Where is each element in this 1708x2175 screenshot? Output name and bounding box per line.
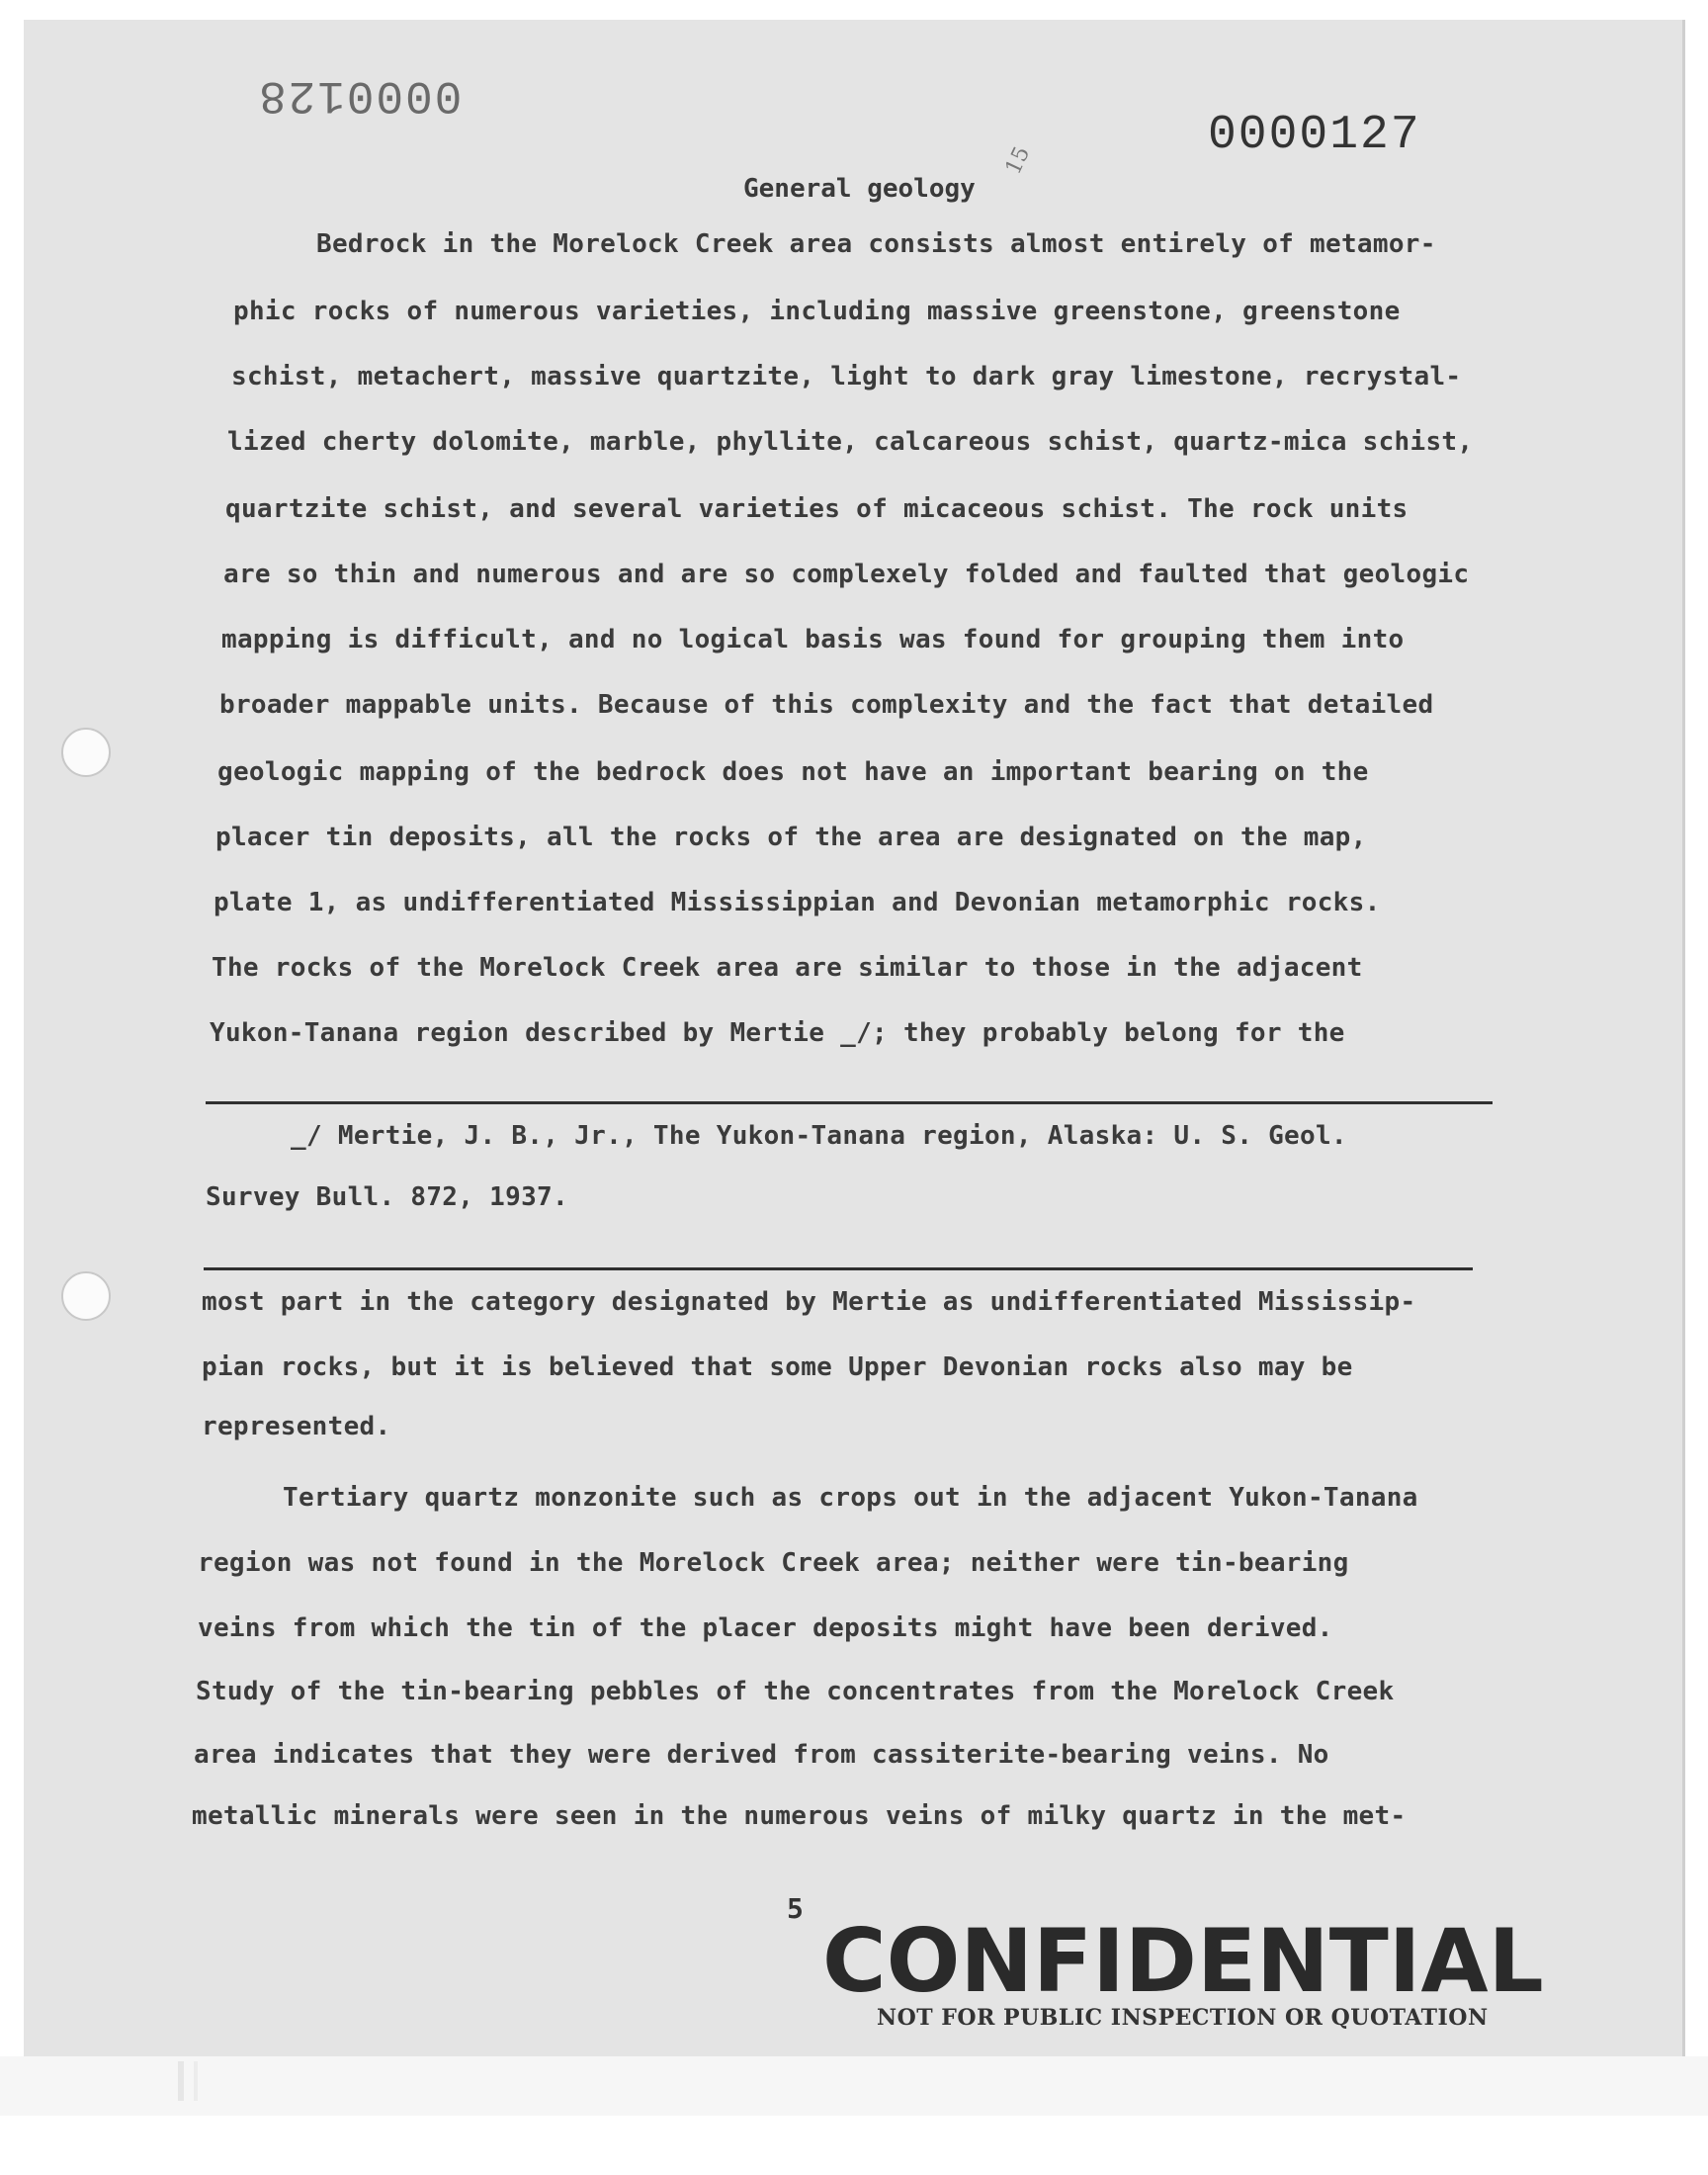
paragraph1-line: Yukon-Tanana region described by Mertie _/; they probably belong for the xyxy=(210,1018,1345,1048)
paragraph1-line: placer tin deposits, all the rocks of the area are designated on the map, xyxy=(215,823,1367,852)
paragraph2-line: Tertiary quartz monzonite such as crops out in the adjacent Yukon-Tanana xyxy=(283,1483,1418,1513)
paragraph1-line: lized cherty dolomite, marble, phyllite, calcareous schist, quartz-mica schist, xyxy=(227,427,1474,457)
paragraph1-line: phic rocks of numerous varieties, including massive greenstone, greenstone xyxy=(233,297,1401,326)
paragraph2-line: veins from which the tin of the placer deposits might have been derived. xyxy=(198,1613,1333,1643)
handwritten-mark: 15 xyxy=(1000,142,1036,179)
punch-hole-bottom xyxy=(61,1271,111,1321)
footnote-line: Survey Bull. 872, 1937. xyxy=(206,1182,568,1212)
paragraph2-line: Study of the tin-bearing pebbles of the concentrates from the Morelock Creek xyxy=(196,1677,1395,1706)
paragraph1-cont-line: represented. xyxy=(202,1412,391,1441)
paragraph1-line: plate 1, as undifferentiated Mississippian and Devonian metamorphic rocks. xyxy=(214,888,1381,917)
paragraph1-cont-line: most part in the category designated by Mertie as undifferentiated Mississip- xyxy=(202,1287,1416,1317)
paragraph2-line: area indicates that they were derived from cassiterite-bearing veins. No xyxy=(194,1740,1329,1770)
footnote-rule-top xyxy=(206,1101,1493,1104)
paragraph2-line: region was not found in the Morelock Creek area; neither were tin-bearing xyxy=(198,1548,1349,1578)
paragraph1-cont-line: pian rocks, but it is believed that some Upper Devonian rocks also may be xyxy=(202,1352,1353,1382)
punch-hole-top xyxy=(61,728,111,777)
paragraph1-line: are so thin and numerous and are so complexely folded and faulted that geologic xyxy=(223,560,1470,589)
confidential-stamp xyxy=(822,1910,1554,2031)
doc-number-top-right: 0000127 xyxy=(1208,109,1421,162)
paragraph1-line: The rocks of the Morelock Creek area are similar to those in the adjacent xyxy=(212,953,1363,983)
footnote-line: _/ Mertie, J. B., Jr., The Yukon-Tanana region, Alaska: U. S. Geol. xyxy=(291,1121,1347,1151)
paragraph1-line: broader mappable units. Because of this complexity and the fact that detailed xyxy=(219,690,1434,720)
paragraph1-line: schist, metachert, massive quartzite, light to dark gray limestone, recrystal- xyxy=(231,362,1462,392)
scan-artifact xyxy=(178,2061,184,2101)
doc-number-top-left: 0000128 xyxy=(257,69,463,121)
stamp-sub-text: NOT FOR PUBLIC INSPECTION OR QUOTATION xyxy=(877,2005,1489,2031)
paragraph1-line: mapping is difficult, and no logical basis was found for grouping them into xyxy=(221,625,1405,654)
scan-margin xyxy=(0,2056,1708,2116)
page-title: General geology xyxy=(743,174,976,204)
paragraph2-line: metallic minerals were seen in the numerous veins of milky quartz in the met- xyxy=(192,1801,1407,1831)
footnote-rule-bottom xyxy=(204,1267,1473,1270)
stamp-main-text: CONFIDENTIAL xyxy=(822,1910,1544,2012)
page-number: 5 xyxy=(787,1892,804,1925)
paragraph1-line: Bedrock in the Morelock Creek area consists almost entirely of metamor- xyxy=(316,229,1436,259)
scan-artifact xyxy=(194,2061,198,2101)
paragraph1-line: geologic mapping of the bedrock does not have an important bearing on the xyxy=(217,757,1369,787)
paragraph1-line: quartzite schist, and several varieties of micaceous schist. The rock units xyxy=(225,494,1409,524)
